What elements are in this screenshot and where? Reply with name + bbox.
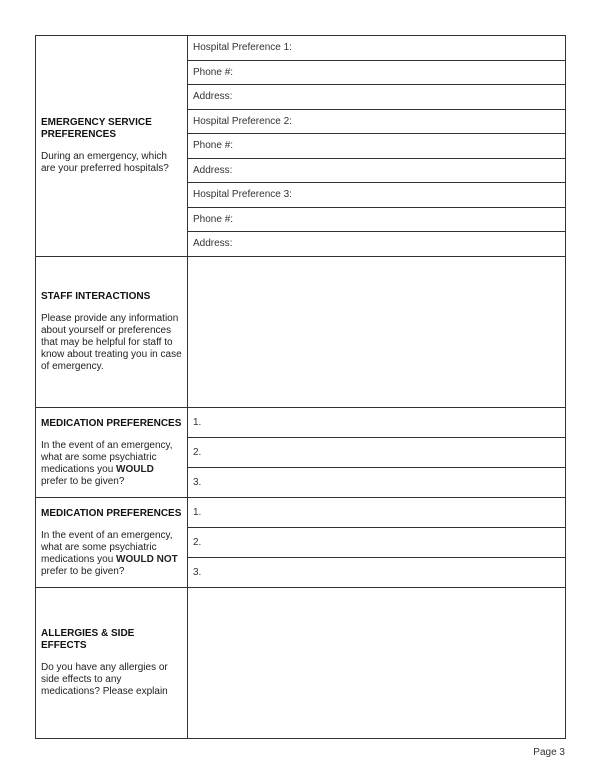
hospital-2-address-field[interactable]: Address: — [188, 159, 566, 183]
medication-would-not-field-1[interactable]: 1. — [188, 498, 566, 528]
page-number: Page 3 — [533, 747, 565, 758]
emergency-form-table — [35, 35, 566, 739]
hospital-3-phone-field[interactable]: Phone #: — [188, 208, 566, 232]
staff-interactions-section — [36, 257, 188, 408]
emergency-service-title: EMERGENCY SERVICE PREFERENCES — [41, 117, 152, 140]
emergency-service-section — [36, 36, 188, 257]
medication-would-description: In the event of an emergency, what are some psychiatric medications you WOULD prefer to be given? — [41, 439, 173, 487]
hospital-2-phone-field[interactable]: Phone #: — [188, 134, 566, 159]
medication-would-not-field-3[interactable]: 3. — [188, 558, 566, 588]
allergies-title: ALLERGIES & SIDE EFFECTS — [41, 628, 135, 651]
medication-would-not-title: MEDICATION PREFERENCES — [41, 507, 182, 519]
hospital-1-address-field[interactable]: Address: — [188, 85, 566, 110]
allergies-section — [36, 588, 188, 739]
medication-would-not-description: In the event of an emergency, what are some psychiatric medications you WOULD NOT prefer to be given? — [41, 529, 178, 577]
medication-would-not-field-2[interactable]: 2. — [188, 528, 566, 558]
medication-would-field-2[interactable]: 2. — [188, 438, 566, 468]
medication-would-field-3[interactable]: 3. — [188, 468, 566, 498]
medication-would-section — [36, 408, 188, 498]
hospital-1-phone-field[interactable]: Phone #: — [188, 61, 566, 85]
hospital-preference-1-field[interactable]: Hospital Preference 1: — [188, 36, 566, 61]
staff-interactions-answer-box[interactable] — [188, 257, 566, 408]
emergency-service-description: During an emergency, which are your preferred hospitals? — [41, 151, 169, 174]
allergies-description: Do you have any allergies or side effects to any medications? Please explain — [41, 662, 168, 697]
medication-would-not-section — [36, 498, 188, 588]
hospital-preference-3-field[interactable]: Hospital Preference 3: — [188, 183, 566, 208]
medication-would-field-1[interactable]: 1. — [188, 408, 566, 438]
staff-interactions-title: STAFF INTERACTIONS — [41, 291, 151, 302]
hospital-preference-2-field[interactable]: Hospital Preference 2: — [188, 110, 566, 134]
staff-interactions-description: Please provide any information about yourself or preferences that may be helpful for staff to know about treating you in case of emergency. — [41, 313, 182, 372]
medication-would-title: MEDICATION PREFERENCES — [41, 417, 182, 429]
hospital-3-address-field[interactable]: Address: — [188, 232, 566, 257]
allergies-answer-box[interactable] — [188, 588, 566, 739]
